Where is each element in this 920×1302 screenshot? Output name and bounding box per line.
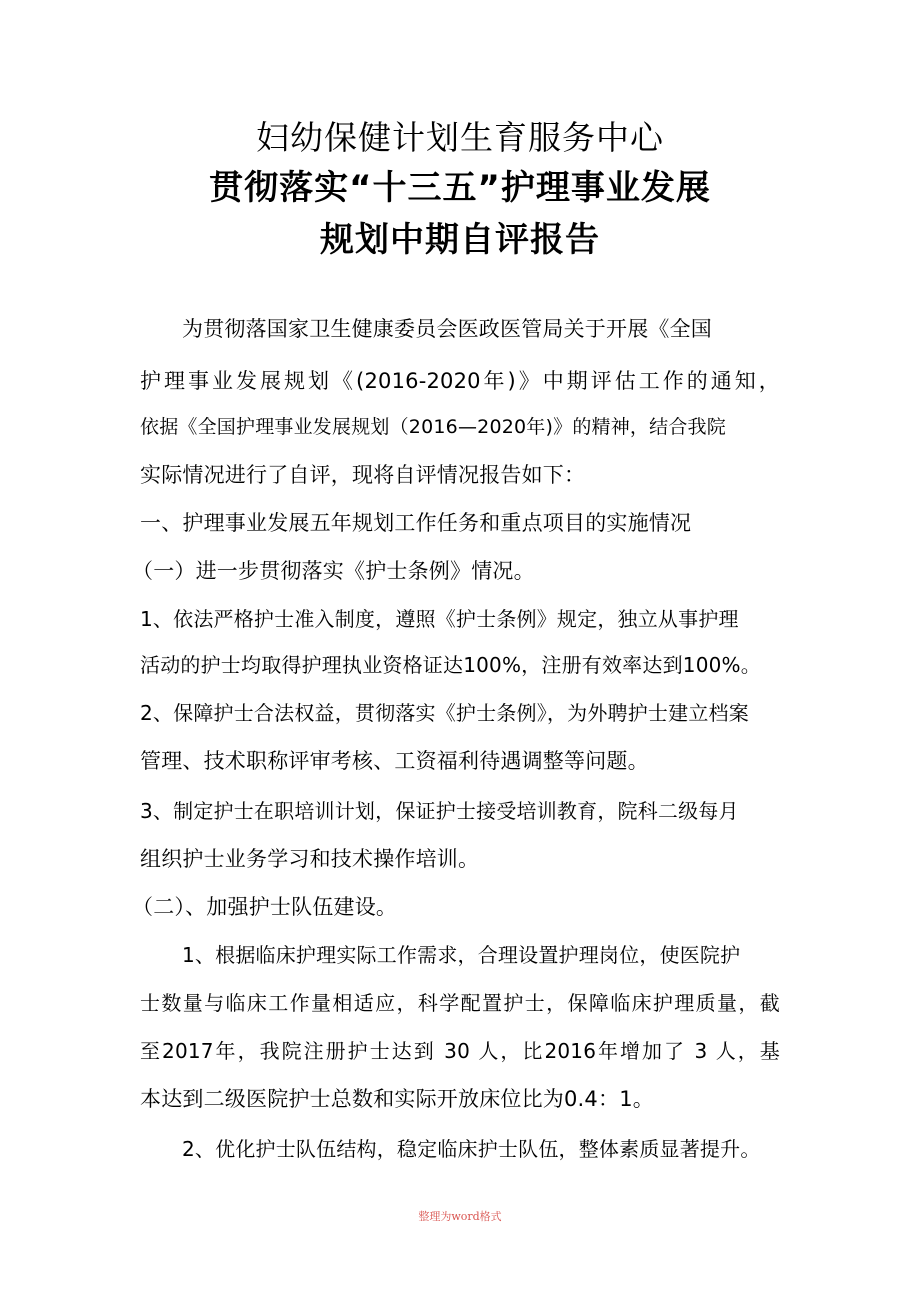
footer-watermark: 整理为word格式 (418, 1210, 502, 1223)
title-line-1: 妇幼保健计划生育服务中心 (256, 118, 664, 157)
paragraph-line: 1、依法严格护士准入制度，遵照《护士条例》规定，独立从事护理 (140, 607, 739, 631)
paragraph-line: 为贯彻落国家卫生健康委员会医政医管局关于开展《全国 (182, 317, 712, 341)
paragraph-line: 本达到二级医院护士总数和实际开放床位比为0.4：1。 (140, 1087, 654, 1111)
paragraph-line: 活动的护士均取得护理执业资格证达100%，注册有效率达到100%。 (140, 653, 761, 677)
paragraph-line: 1、根据临床护理实际工作需求，合理设置护理岗位，使医院护 (182, 943, 741, 967)
paragraph-line: 护理事业发展规划《(2016-2020年)》中期评估工作的通知， (140, 369, 780, 393)
paragraph-line: 依据《全国护理事业发展规划（2016—2020年)》的精神，结合我院 (140, 416, 726, 438)
subsection-heading: （二）、加强护士队伍建设。 (132, 895, 398, 919)
paragraph-line: 组织护士业务学习和技术操作培训。 (140, 847, 480, 871)
paragraph-line: 至2017年，我院注册护士达到 30 人，比2016年增加了 3 人，基 (140, 1039, 780, 1063)
section-heading: 一、护理事业发展五年规划工作任务和重点项目的实施情况 (140, 511, 692, 535)
paragraph-line: 士数量与临床工作量相适应，科学配置护士，保障临床护理质量，截 (140, 991, 780, 1015)
paragraph-line: 管理、技术职称评审考核、工资福利待遇调整等问题。 (140, 749, 649, 773)
title-line-3: 规划中期自评报告 (320, 220, 600, 260)
subsection-heading: （一）进一步贯彻落实《护士条例》情况。 (132, 559, 535, 583)
paragraph-line: 实际情况进行了自评，现将自评情况报告如下： (140, 463, 586, 487)
paragraph-line: 3、制定护士在职培训计划，保证护士接受培训教育，院科二级每月 (140, 799, 739, 823)
paragraph-line: 2、优化护士队伍结构，稳定临床护士队伍，整体素质显著提升。 (182, 1137, 761, 1161)
title-line-2: 贯彻落实“十三五”护理事业发展 (209, 168, 711, 208)
paragraph-line: 2、保障护士合法权益，贯彻落实《护士条例》，为外聘护士建立档案 (140, 701, 749, 725)
